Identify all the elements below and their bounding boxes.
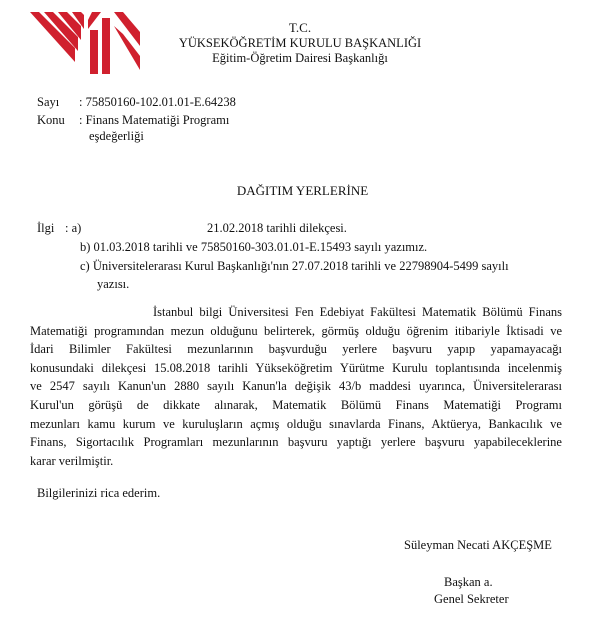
signatory-title-2: Genel Sekreter xyxy=(434,592,509,606)
konu-label: Konu xyxy=(37,113,65,127)
ilgi-a-text: 21.02.2018 tarihli dilekçesi. xyxy=(207,221,347,235)
header-tc: T.C. xyxy=(288,20,312,35)
konu-value-cont: eşdeğerliği xyxy=(89,129,144,143)
ilgi-b-text: b) 01.03.2018 tarihli ve 75850160-303.01.01-E.15493 sayılı yazımız. xyxy=(80,240,428,254)
recipient-heading: DAĞITIM YERLERİNE xyxy=(236,183,369,198)
ilgi-a-marker: : a) xyxy=(65,221,82,235)
closing-text: Bilgilerinizi rica ederim. xyxy=(37,486,161,500)
sayi-label: Sayı xyxy=(37,95,60,109)
yok-logo xyxy=(30,12,140,80)
body-line: Finans, Sigortacılık Programları mezunlarının başvuru yaptığı yerlere başvuru yapabileceklerine xyxy=(30,435,562,450)
konu-value: : Finans Matematiği Programı xyxy=(79,113,230,127)
header-department: Eğitim-Öğretim Dairesi Başkanlığı xyxy=(212,51,388,65)
ilgi-c-text: c) Üniversitelerarası Kurul Başkanlığı'nın 27.07.2018 tarihli ve 22798904-5499 sayılı xyxy=(80,259,509,273)
sayi-value: : 75850160-102.01.01-E.64238 xyxy=(79,95,236,109)
body-line: karar verilmiştir. xyxy=(30,453,114,468)
body-line: İstanbul bilgi Üniversitesi Fen Edebiyat Fakültesi Matematik Bölümü Finans xyxy=(153,305,562,319)
ilgi-label: İlgi xyxy=(37,221,55,235)
ilgi-c-text-cont: yazısı. xyxy=(97,277,130,291)
header-institution: YÜKSEKÖĞRETİM KURULU BAŞKANLIĞI xyxy=(178,36,422,50)
body-line: mezunları kamu kurum ve kuruluşların açmış olduğu sınavlarda Finans, Aktüerya, Bankacılık ve xyxy=(30,416,562,431)
body-paragraph xyxy=(30,303,562,470)
body-line: Kurul'un görüşü de dikkate alınarak, Matematik Bölümü Finans Matematiği Programı xyxy=(30,397,562,412)
signatory-title: Başkan a. xyxy=(444,575,493,589)
body-line: İdari Bilimler Fakültesi mezunlarının başvurduğu yerlere başvuru yapıp yapamayacağı xyxy=(30,342,562,357)
body-line: Matematiği programından mezun olduğunu belirterek, görmüş olduğu öğrenim itibariyle İktisadi ve xyxy=(30,323,562,338)
body-line: ve 2547 sayılı Kanun'un 2880 sayılı Kanun'la değişik 43/b maddesi uyarınca, Üniversitelerarası xyxy=(30,379,562,394)
signatory-name: Süleyman Necati AKÇEŞME xyxy=(404,538,552,552)
body-line: konusundaki dilekçesi 15.08.2018 tarihli Yükseköğretim Yürütme Kurulu toplantısında incelenmiş xyxy=(30,360,562,375)
